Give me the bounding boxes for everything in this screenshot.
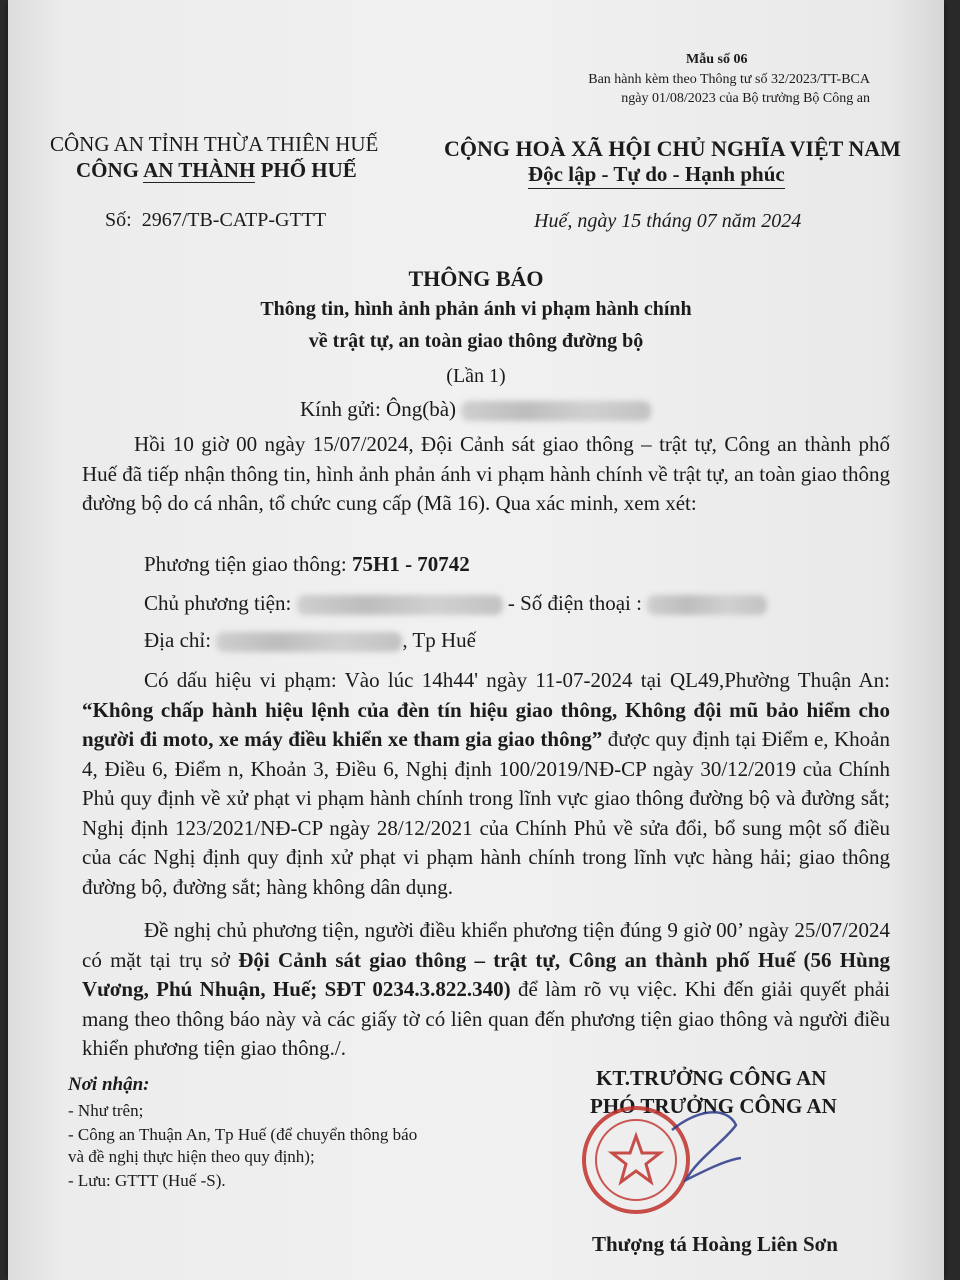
recipient-item: - Công an Thuận An, Tp Huế (để chuyển thông báo bbox=[68, 1125, 418, 1144]
address-line bbox=[144, 628, 476, 653]
signer-name: Thượng tá Hoàng Liên Sơn bbox=[592, 1232, 838, 1256]
redacted-name bbox=[461, 401, 651, 421]
recipient-label: Kính gửi: Ông(bà) bbox=[300, 397, 457, 421]
issuance-line-1: Ban hành kèm theo Thông tư số 32/2023/TT-BCA bbox=[588, 72, 870, 87]
violation-quote: “Không chấp hành hiệu lệnh của đèn tín hiệu giao thông, Không đội mũ bảo hiểm cho người đi moto, xe máy điều khiển xe tham gia giao thông” bbox=[82, 697, 890, 751]
official-seal-icon bbox=[576, 1100, 746, 1218]
vehicle-plate: 75H1 - 70742 bbox=[351, 552, 470, 576]
intro-paragraph: Hồi 10 giờ 00 ngày 15/07/2024, Đội Cảnh sát giao thông – trật tự, Công an thành phố Huế đã tiếp nhận thông tin, hình ảnh phản ánh vi phạm hành chính về trật tự, an toàn giao thông đường bộ do cá nhân, tổ chức cung cấp (Mã 16). Qua xác minh, xem xét: bbox=[82, 432, 890, 515]
national-motto: Độc lập - Tự do - Hạnh phúc bbox=[528, 162, 785, 189]
address-label: Địa chỉ: bbox=[144, 628, 217, 652]
place-date: Huế, ngày 15 tháng 07 năm 2024 bbox=[534, 210, 802, 232]
address-suffix: , Tp Huế bbox=[402, 628, 476, 652]
recipient-line bbox=[300, 397, 651, 422]
redacted-address bbox=[216, 632, 402, 652]
violation-legal-basis: được quy định tại Điểm e, Khoản 4, Điều 6, Điểm n, Khoản 3, Điều 6, Nghị định 100/2019/NĐ-CP ngày 30/12/2019 của Chính Phủ quy định về xử phạt vi phạm hành chính trong lĩnh vực giao thông đường bộ và đường sắt; Nghị định 123/2021/NĐ-CP ngày 28/12/2021 của Chính Phủ về sửa đổi, bổ sung một số điều của các Nghị định quy định xử phạt vi phạm hành chính trong lĩnh vực hàng hải; giao thông đường bộ, đường sắt; hàng không dân dụng. bbox=[82, 727, 890, 899]
recipients-title: Nơi nhận: bbox=[68, 1074, 150, 1095]
request-lead: Đề nghị chủ phương tiện, người điều khiển phương tiện đúng 9 giờ 00’ ngày 25/07/2024 có mặt tại trụ sở bbox=[82, 918, 890, 972]
vehicle-label: Phương tiện giao thông: bbox=[144, 552, 352, 576]
parent-organization: CÔNG AN TỈNH THỪA THIÊN HUẾ bbox=[50, 132, 379, 156]
recipient-item: - Lưu: GTTT (Huế -S). bbox=[68, 1171, 226, 1190]
request-rest: để làm rõ vụ việc. Khi đến giải quyết phải mang theo thông báo này và các giấy tờ có liên quan đến phương tiện giao thông và người điều khiển phương tiện giao thông./. bbox=[82, 977, 890, 1060]
signature-title-1: KT.TRƯỞNG CÔNG AN bbox=[596, 1066, 827, 1090]
org-name-part-3: PHỐ HUẾ bbox=[255, 158, 357, 182]
document-subtitle-1: Thông tin, hình ảnh phản ánh vi phạm hành chính bbox=[260, 298, 692, 320]
document-number-value: 2967/TB-CATP-GTTT bbox=[141, 209, 327, 231]
issuance-line-2: ngày 01/08/2023 của Bộ trưởng Bộ Công an bbox=[621, 91, 870, 106]
document-number bbox=[105, 209, 326, 232]
redacted-owner bbox=[297, 595, 503, 615]
document-title: THÔNG BÁO bbox=[408, 266, 544, 291]
redacted-phone bbox=[647, 595, 767, 615]
request-paragraph bbox=[82, 916, 890, 1064]
owner-line bbox=[144, 591, 767, 616]
violation-paragraph bbox=[82, 666, 890, 902]
phone-label: - Số điện thoại : bbox=[502, 591, 648, 615]
recipient-item: và đề nghị thực hiện theo quy định); bbox=[68, 1147, 315, 1166]
issuing-organization bbox=[76, 158, 357, 183]
form-number: Mẫu số 06 bbox=[686, 52, 748, 67]
document-page bbox=[8, 0, 944, 1280]
document-subtitle-2: về trật tự, an toàn giao thông đường bộ bbox=[308, 330, 644, 352]
signature-title-2: PHÓ TRƯỞNG CÔNG AN bbox=[590, 1094, 837, 1118]
violation-lead: Có dấu hiệu vi phạm: Vào lúc 14h44' ngày 11-07-2024 tại QL49,Phường Thuận An: bbox=[144, 668, 890, 692]
vehicle-line bbox=[144, 552, 470, 577]
org-name-part-2: AN THÀNH bbox=[143, 158, 256, 182]
national-title: CỘNG HOÀ XÃ HỘI CHỦ NGHĨA VIỆT NAM bbox=[444, 136, 901, 161]
document-number-label: Số: bbox=[105, 209, 132, 231]
request-office: Đội Cảnh sát giao thông – trật tự, Công an thành phố Huế (56 Hùng Vương, Phú Nhuận, Huế; SĐT 0234.3.822.340) bbox=[82, 947, 891, 1001]
recipient-item: - Như trên; bbox=[68, 1101, 144, 1120]
notice-count: (Lần 1) bbox=[446, 365, 506, 387]
owner-label: Chủ phương tiện: bbox=[144, 591, 297, 615]
issuance-note bbox=[570, 70, 870, 108]
org-name-part-1: CÔNG bbox=[76, 158, 144, 182]
